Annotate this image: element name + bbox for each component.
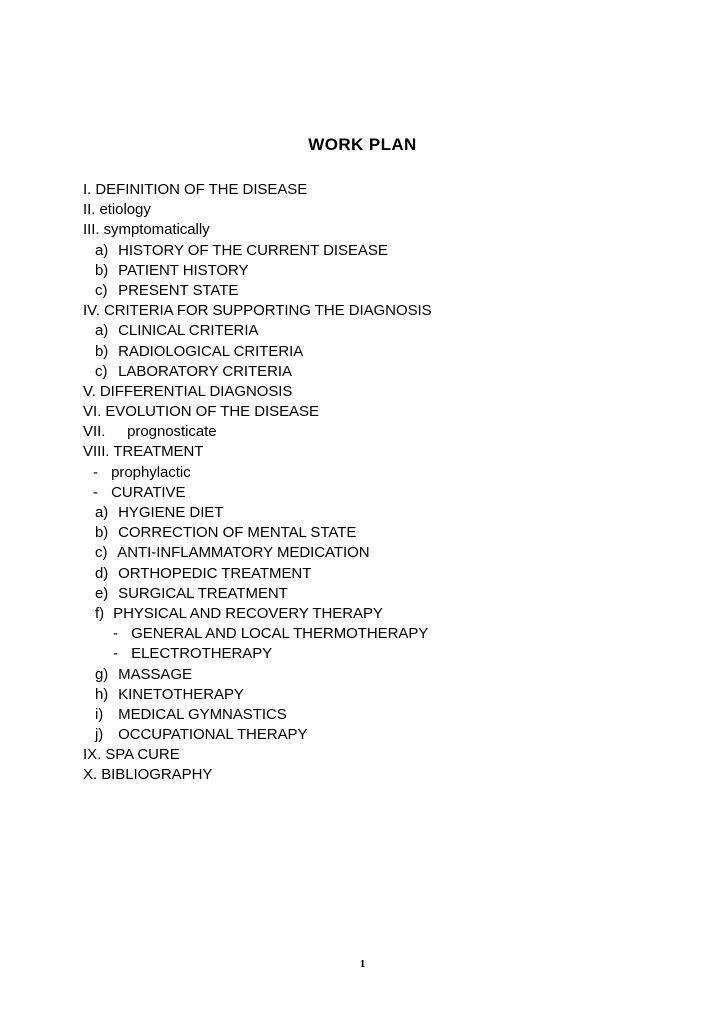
outline-item-marker: c) [95, 544, 108, 562]
outline-item [0, 705, 725, 725]
outline-item [0, 503, 725, 523]
outline-item-label: MEDICAL GYMNASTICS [118, 705, 287, 723]
outline-item [0, 543, 725, 563]
outline-item [0, 483, 725, 503]
outline-item-label: TREATMENT [113, 443, 204, 461]
outline-item-label: CORRECTION OF MENTAL STATE [118, 524, 357, 542]
outline-item [0, 584, 725, 604]
outline-item-marker: VIII. [83, 443, 110, 461]
outline-item-label: HYGIENE DIET [118, 504, 224, 521]
outline-item-marker: e) [95, 584, 109, 602]
outline-item-marker: - [93, 463, 98, 481]
outline-item [0, 200, 725, 220]
outline-item-marker: - [113, 645, 118, 663]
outline-item [0, 725, 725, 745]
outline-item-marker: i) [95, 705, 104, 723]
outline-item-label: RADIOLOGICAL CRITERIA [118, 342, 304, 360]
outline-item-marker: X. [83, 766, 98, 784]
work-plan-outline [0, 180, 725, 786]
outline-item-label: SPA CURE [105, 746, 180, 764]
outline-item-label: ANTI-INFLAMMATORY MEDICATION [117, 544, 370, 562]
outline-item-marker: b) [95, 524, 109, 542]
outline-item-marker: b) [95, 342, 109, 360]
outline-item [0, 442, 725, 462]
outline-item-label: etiology [99, 201, 151, 219]
outline-item-label: KINETOTHERAPY [118, 685, 244, 703]
outline-item [0, 564, 725, 584]
outline-item [0, 523, 725, 543]
outline-item-marker: II. [83, 201, 96, 219]
outline-item-label: prophylactic [111, 463, 191, 481]
outline-item [0, 745, 725, 765]
outline-item-marker: VI. [83, 403, 102, 421]
outline-item [0, 321, 725, 341]
outline-item-marker: f) [95, 604, 105, 622]
outline-item-marker: III. [83, 221, 100, 239]
outline-item-marker: a) [95, 241, 109, 259]
outline-item [0, 604, 725, 624]
outline-item-label: CURATIVE [111, 483, 186, 501]
outline-item-label: prognosticate [127, 423, 217, 441]
outline-item [0, 241, 725, 261]
outline-item [0, 644, 725, 664]
outline-item [0, 765, 725, 785]
outline-item [0, 685, 725, 705]
outline-item-label: CRITERIA FOR SUPPORTING THE DIAGNOSIS [103, 302, 432, 320]
outline-item-marker: h) [95, 685, 109, 703]
outline-item [0, 624, 725, 644]
outline-item-label: EVOLUTION OF THE DISEASE [105, 403, 319, 421]
outline-item-label: DEFINITION OF THE DISEASE [95, 181, 308, 198]
outline-item-marker: c) [95, 362, 108, 380]
outline-item [0, 402, 725, 422]
outline-item [0, 665, 725, 685]
outline-item-label: CLINICAL CRITERIA [118, 322, 259, 340]
outline-item [0, 301, 725, 321]
outline-item-marker: g) [95, 665, 109, 683]
outline-item [0, 362, 725, 382]
outline-item [0, 382, 725, 402]
page-title: WORK PLAN [308, 135, 417, 154]
outline-item [0, 261, 725, 281]
outline-item-label: ORTHOPEDIC TREATMENT [118, 564, 312, 582]
outline-item [0, 422, 725, 442]
outline-item-marker: VII. [83, 423, 106, 441]
outline-item-label: symptomatically [103, 221, 210, 239]
outline-item-label: SURGICAL TREATMENT [118, 584, 288, 602]
outline-item-label: LABORATORY CRITERIA [118, 362, 292, 380]
outline-item-marker: - [113, 625, 118, 643]
outline-item-label: BIBLIOGRAPHY [101, 766, 213, 784]
outline-item-marker: a) [95, 504, 109, 521]
page-number: 1 [359, 958, 366, 970]
outline-item-label: DIFFERENTIAL DIAGNOSIS [99, 382, 293, 400]
outline-item-marker: b) [95, 261, 109, 279]
outline-item-marker: I. [83, 181, 92, 198]
outline-item [0, 342, 725, 362]
outline-item-marker: V. [83, 382, 96, 400]
outline-item-marker: j) [95, 726, 104, 744]
outline-item-label: PATIENT HISTORY [118, 261, 249, 279]
outline-item [0, 281, 725, 301]
outline-item [0, 180, 725, 200]
outline-item-label: HISTORY OF THE CURRENT DISEASE [118, 241, 388, 259]
outline-item-marker: IX. [83, 746, 102, 764]
outline-item-marker: a) [95, 322, 109, 340]
outline-item [0, 220, 725, 240]
outline-item-label: MASSAGE [118, 665, 192, 683]
outline-item-label: PRESENT STATE [118, 281, 239, 299]
outline-item [0, 463, 725, 483]
outline-item-label: ELECTROTHERAPY [131, 645, 273, 663]
outline-item-label: PHYSICAL AND RECOVERY THERAPY [113, 604, 383, 622]
outline-item-marker: c) [95, 281, 108, 299]
outline-item-marker: d) [95, 564, 109, 582]
outline-item-label: OCCUPATIONAL THERAPY [118, 726, 308, 744]
outline-item-marker: - [93, 483, 98, 501]
outline-item-marker: IV. [83, 302, 100, 320]
outline-item-label: GENERAL AND LOCAL THERMOTHERAPY [131, 625, 429, 643]
